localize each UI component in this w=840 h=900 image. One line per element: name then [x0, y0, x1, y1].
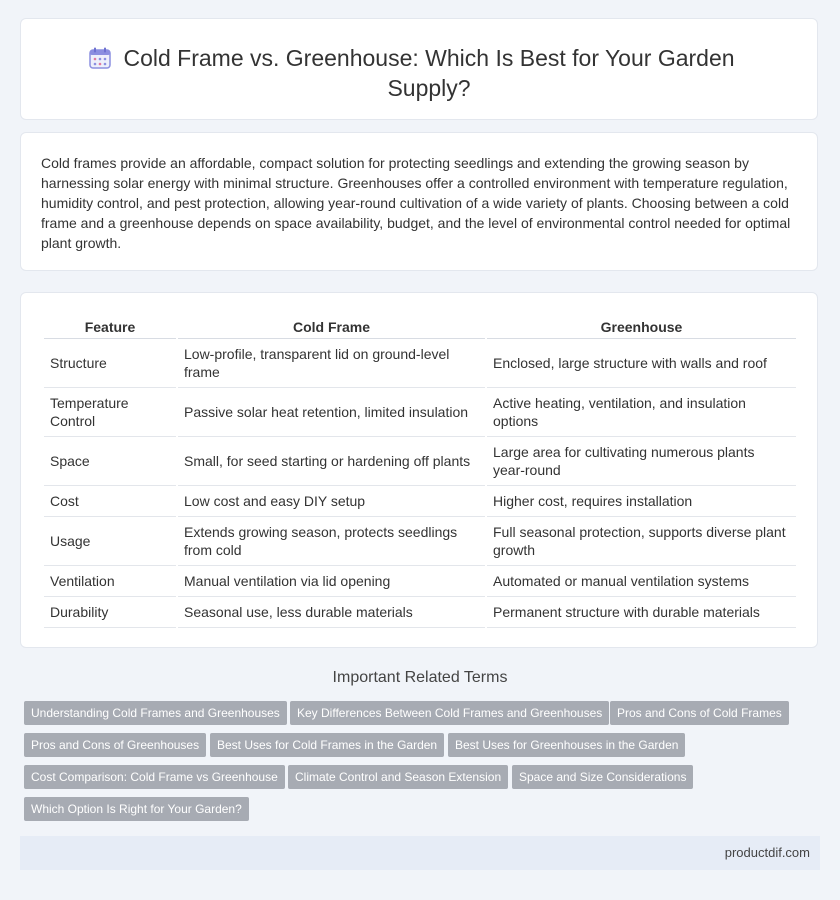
related-tag-link[interactable]: Space and Size Considerations	[512, 765, 693, 789]
related-tag-link[interactable]: Best Uses for Greenhouses in the Garden	[448, 733, 685, 757]
column-header: Cold Frame	[178, 315, 485, 339]
related-tag-link[interactable]: Climate Control and Season Extension	[288, 765, 508, 789]
table-cell: Manual ventilation via lid opening	[178, 566, 485, 597]
table-row	[44, 388, 796, 437]
related-tag-link[interactable]: Pros and Cons of Cold Frames	[610, 701, 789, 725]
table-row	[44, 597, 796, 628]
table-cell: Higher cost, requires installation	[487, 486, 796, 517]
table-cell: Extends growing season, protects seedlings from cold	[178, 517, 485, 566]
related-tag-link[interactable]: Understanding Cold Frames and Greenhouses	[24, 701, 287, 725]
table-cell: Active heating, ventilation, and insulation options	[487, 388, 796, 437]
table-cell: Space	[44, 437, 176, 486]
table-row	[44, 339, 796, 388]
related-tag-link[interactable]: Key Differences Between Cold Frames and Greenhouses	[290, 701, 609, 725]
header-card	[20, 18, 818, 120]
intro-card	[20, 132, 818, 271]
table-cell: Temperature Control	[44, 388, 176, 437]
table-header-row	[44, 315, 796, 339]
related-tag-link[interactable]: Which Option Is Right for Your Garden?	[24, 797, 249, 821]
column-header: Greenhouse	[487, 315, 796, 339]
table-cell: Ventilation	[44, 566, 176, 597]
table-row	[44, 566, 796, 597]
footer	[20, 836, 820, 870]
related-tag-link[interactable]: Best Uses for Cold Frames in the Garden	[210, 733, 444, 757]
table-cell: Cost	[44, 486, 176, 517]
comparison-card	[20, 292, 818, 648]
table-cell: Large area for cultivating numerous plants year-round	[487, 437, 796, 486]
table-row	[44, 437, 796, 486]
table-cell: Full seasonal protection, supports diverse plant growth	[487, 517, 796, 566]
intro-paragraph: Cold frames provide an affordable, compact solution for protecting seedlings and extending the growing season by harnessing solar energy with minimal structure. Greenhouses offer a controlled environment with temperature regulation, humidity control, and pest protection, allowing year-round cultivation of a wide variety of plants. Choosing between a cold frame and a greenhouse depends on space availability, budget, and the level of environmental control needed for optimal plant growth.	[41, 155, 791, 251]
table-cell: Structure	[44, 339, 176, 388]
table-cell: Seasonal use, less durable materials	[178, 597, 485, 628]
page-title: Cold Frame vs. Greenhouse: Which Is Best for Your Garden Supply?	[123, 45, 735, 101]
table-cell: Small, for seed starting or hardening off plants	[178, 437, 485, 486]
related-tag-link[interactable]: Cost Comparison: Cold Frame vs Greenhouse	[24, 765, 285, 789]
footer-site-link[interactable]: productdif.com	[724, 845, 810, 860]
comparison-table	[42, 315, 798, 628]
table-row	[44, 486, 796, 517]
table-cell: Passive solar heat retention, limited insulation	[178, 388, 485, 437]
table-cell: Low-profile, transparent lid on ground-level frame	[178, 339, 485, 388]
column-header: Feature	[44, 315, 176, 339]
table-cell: Usage	[44, 517, 176, 566]
table-cell: Durability	[44, 597, 176, 628]
related-terms-heading: Important Related Terms	[332, 669, 508, 686]
table-cell: Automated or manual ventilation systems	[487, 566, 796, 597]
table-cell: Enclosed, large structure with walls and roof	[487, 339, 796, 388]
table-cell: Permanent structure with durable materials	[487, 597, 796, 628]
table-row	[44, 517, 796, 566]
table-cell: Low cost and easy DIY setup	[178, 486, 485, 517]
related-tag-link[interactable]: Pros and Cons of Greenhouses	[24, 733, 206, 757]
